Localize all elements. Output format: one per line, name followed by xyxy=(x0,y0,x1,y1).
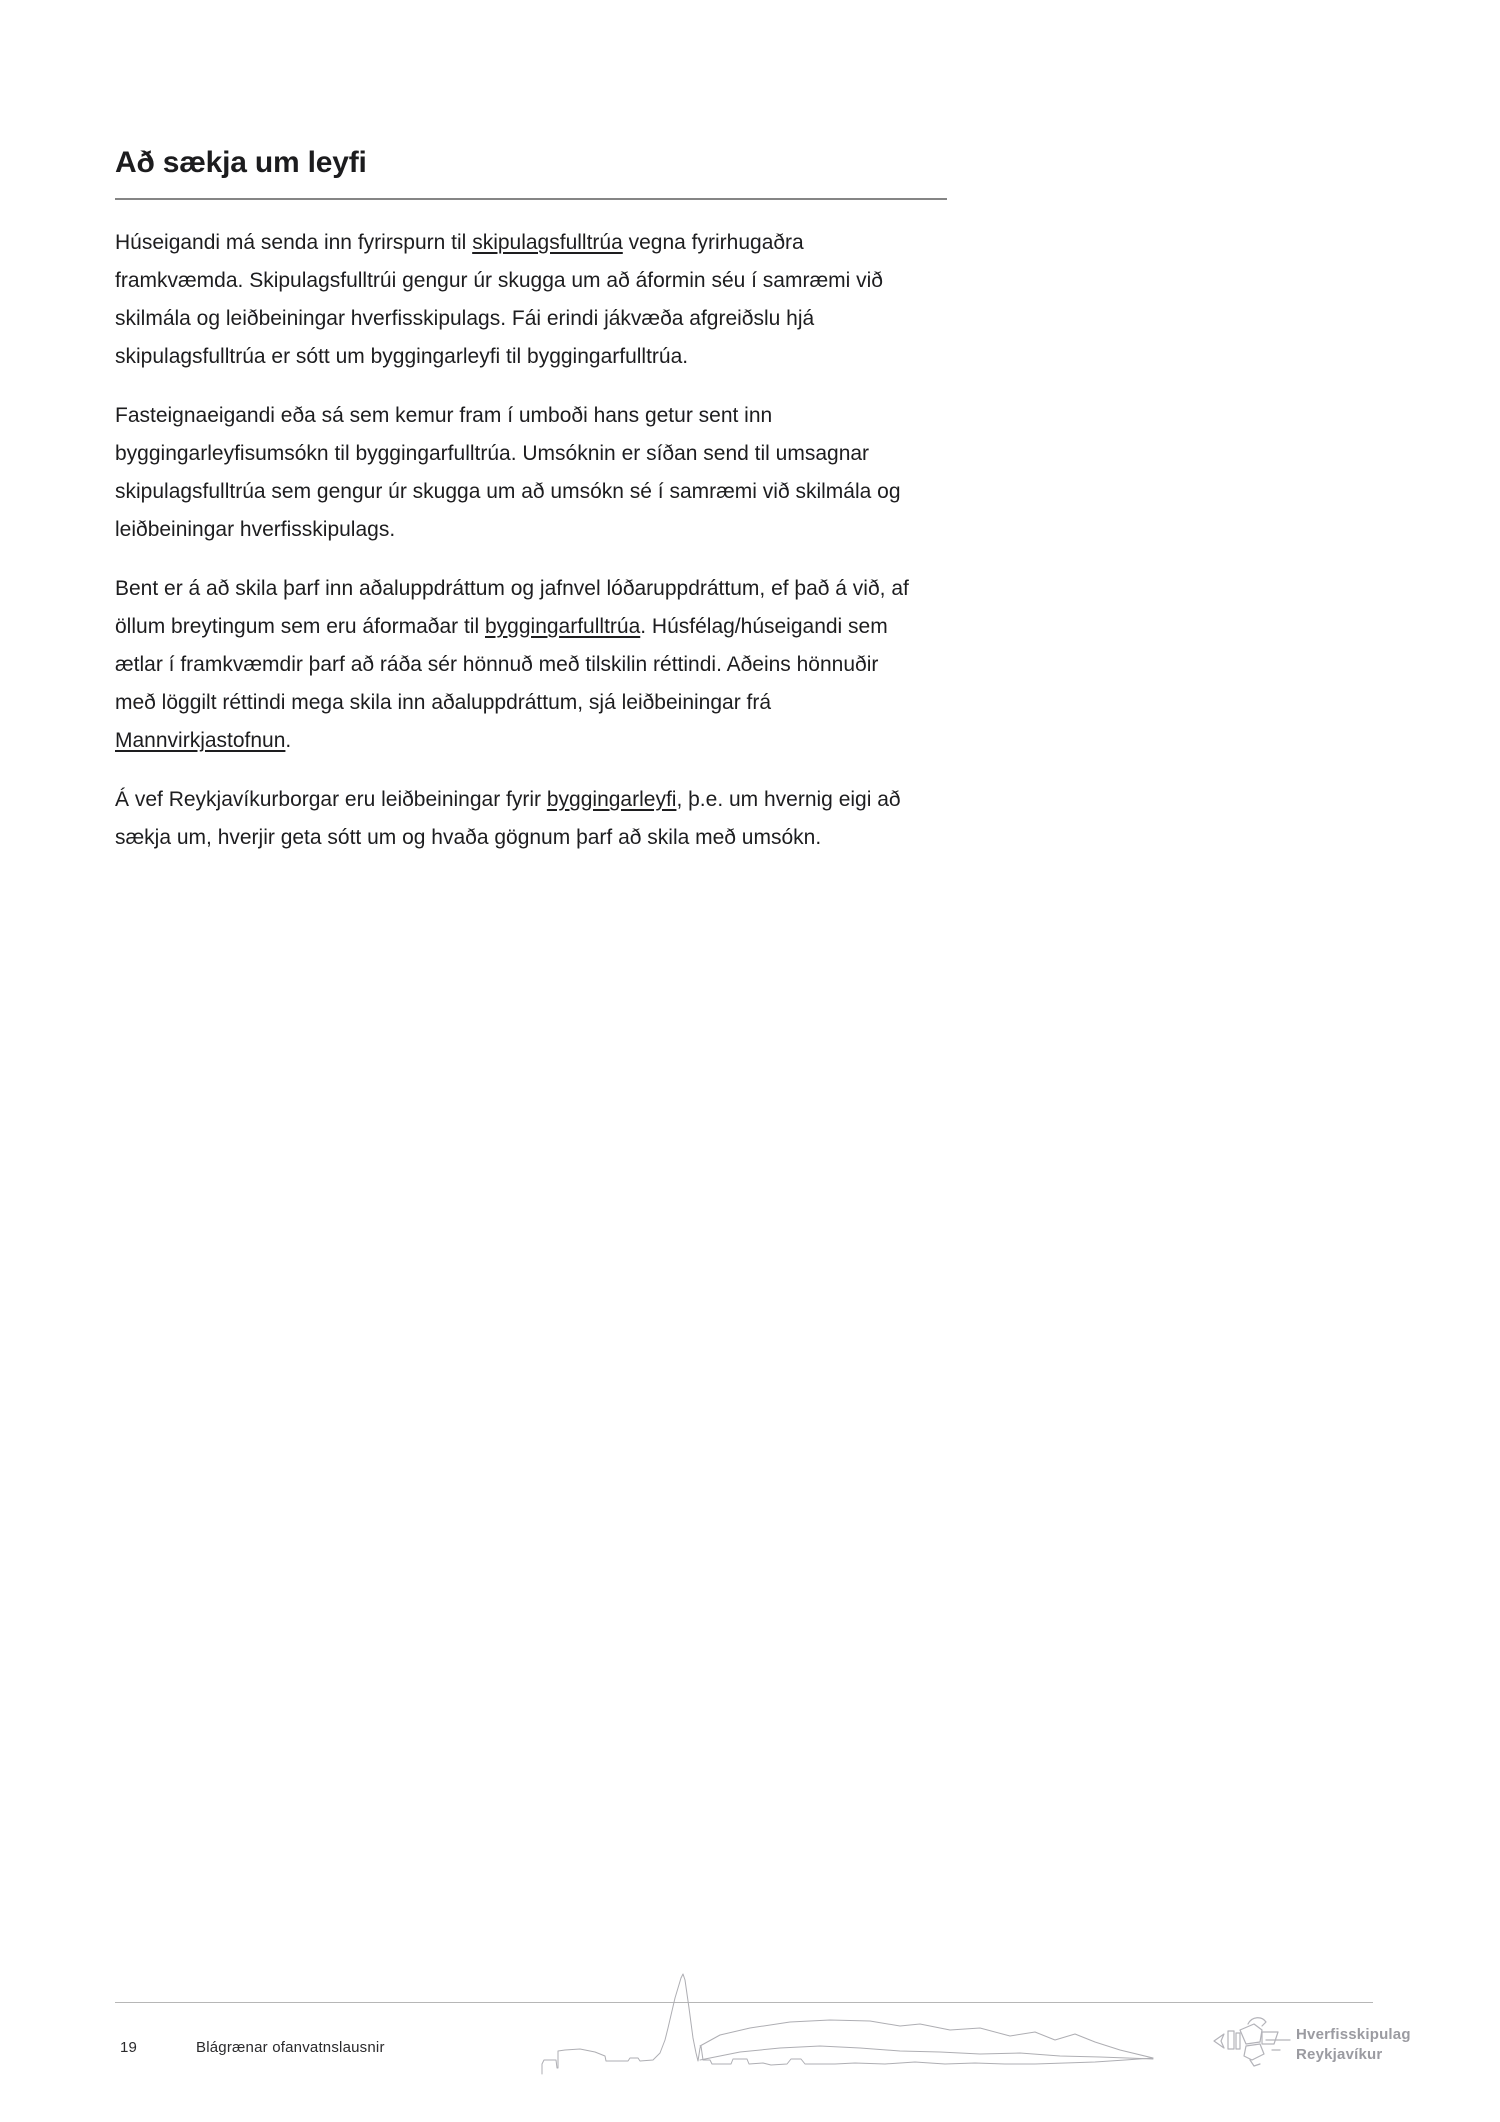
reykjavik-skyline-drawing xyxy=(535,1968,1167,2078)
paragraph-text: Bent er á að skila þarf inn aðaluppdráttum og jafnvel lóðaruppdráttum, ef það á við, af öllum breytingum sem eru áformaðar til xyxy=(115,577,909,638)
paragraph-text: Fasteignaeigandi eða sá sem kemur fram í umboði hans getur sent inn byggingarleyfisumsókn til byggingarfulltrúa. Umsóknin er síðan send til umsagnar skipulagsfulltrúa sem gengur úr skugga um að umsókn sé í samræmi við skilmála og leiðbeiningar hverfisskipulags. xyxy=(115,404,901,541)
paragraph-text: . Húsfélag/húseigandi sem ætlar í framkvæmdir þarf að ráða sér hönnuð með tilskilin réttindi. Aðeins hönnuðir með löggilt réttindi mega skila inn aðaluppdráttum, sjá leiðbeiningar frá xyxy=(115,615,888,714)
logo-text-line2: Reykjavíkur xyxy=(1296,2046,1383,2063)
article xyxy=(115,144,950,878)
text-link[interactable]: byggingarleyfi xyxy=(546,788,677,811)
text-link[interactable]: Mannvirkjastofnun xyxy=(115,729,286,752)
paragraph-text: Á vef Reykjavíkurborgar eru leiðbeiningar fyrir xyxy=(115,788,547,811)
paragraph xyxy=(115,224,915,376)
paragraph xyxy=(115,397,915,549)
page-title: Að sækja um leyfi xyxy=(115,146,367,179)
paragraph-text: , þ.e. um hvernig eigi að sækja um, hverjir geta sótt um og hvaða gögnum þarf að skila með umsókn. xyxy=(115,788,901,849)
paragraph-text: vegna fyrirhugaðra framkvæmda. Skipulagsfulltrúi gengur úr skugga um að áformin séu í samræmi við skilmála og leiðbeiningar hverfisskipulags. Fái erindi jákvæða afgreiðslu hjá skipulagsfulltrúa er sótt um byggingarleyfi til byggingarfulltrúa. xyxy=(115,231,883,368)
text-link[interactable]: skipulagsfulltrúa xyxy=(472,231,623,254)
paragraph xyxy=(115,781,915,857)
title-divider xyxy=(115,198,947,200)
hverfisskipulag-logo xyxy=(1210,2014,1411,2072)
paragraph-text: Húseigandi má senda inn fyrirspurn til xyxy=(115,231,473,254)
logo-text xyxy=(1296,2025,1411,2065)
article-paragraphs xyxy=(115,224,915,857)
text-link[interactable]: byggingarfulltrúa xyxy=(484,615,641,638)
paragraph xyxy=(115,570,915,760)
hverfisskipulag-logo-icon xyxy=(1210,2014,1292,2072)
paragraph-text: . xyxy=(285,729,292,752)
page-number: 19 xyxy=(120,2039,138,2056)
logo-text-line1: Hverfisskipulag xyxy=(1296,2026,1411,2043)
footer-doc-title: Blágrænar ofanvatnslausnir xyxy=(196,2039,385,2056)
